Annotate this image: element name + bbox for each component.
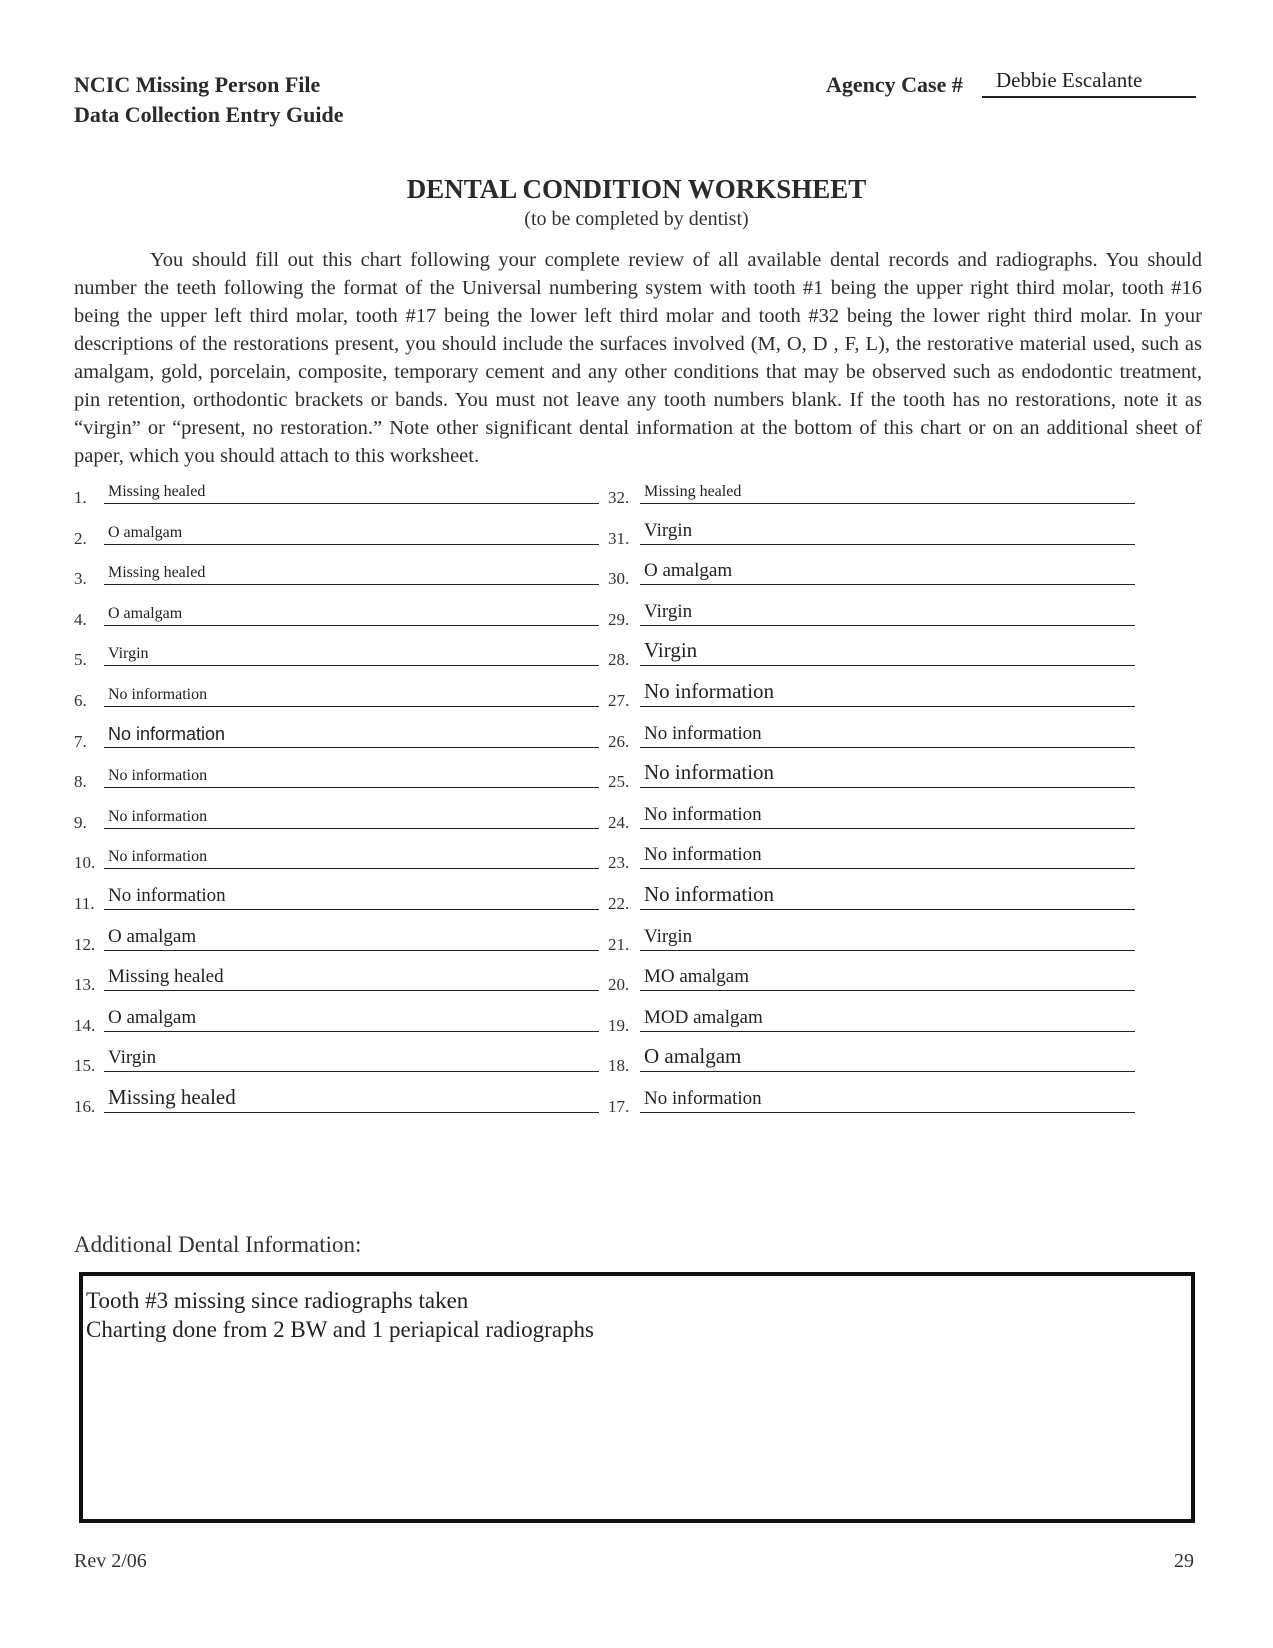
tooth-condition: No information bbox=[108, 686, 208, 703]
tooth-number: 10. bbox=[74, 853, 96, 873]
additional-info-text bbox=[86, 1286, 594, 1344]
tooth-condition: MOD amalgam bbox=[644, 1006, 763, 1028]
tooth-entry-field[interactable] bbox=[104, 706, 599, 707]
tooth-row bbox=[74, 915, 599, 954]
tooth-row bbox=[608, 671, 1135, 710]
tooth-row bbox=[74, 712, 599, 751]
tooth-entry-field[interactable] bbox=[104, 503, 599, 504]
tooth-entry-field[interactable] bbox=[640, 625, 1135, 626]
tooth-number: 24. bbox=[608, 812, 630, 832]
tooth-condition: No information bbox=[108, 807, 208, 825]
tooth-condition: Virgin bbox=[644, 925, 693, 947]
tooth-entry-field[interactable] bbox=[104, 544, 599, 545]
tooth-condition: MO amalgam bbox=[644, 966, 750, 988]
tooth-number: 26. bbox=[608, 731, 630, 751]
tooth-row bbox=[74, 793, 599, 832]
tooth-row bbox=[74, 590, 599, 629]
tooth-number: 17. bbox=[608, 1097, 630, 1116]
instructions-paragraph bbox=[74, 246, 1202, 470]
tooth-condition: Missing healed bbox=[108, 1085, 236, 1109]
additional-info-line2: Charting done from 2 BW and 1 periapical radiographs bbox=[86, 1317, 594, 1342]
tooth-row bbox=[608, 833, 1135, 873]
instructions-text: You should fill out this chart following your complete review of all available dental records and radiographs. You should number the teeth following the format of the Universal numbering system with tooth #1 being the upper right third molar, tooth #16 being the upper left third molar, tooth #17 being the lower left third molar and tooth #32 being the lower right third molar. In your descriptions of the restorations present, you should include the surfaces involved (M, O, D , F, L), the restorative material used, such as amalgam, gold, porcelain, composite, temporary cement and any other conditions that may be observed such as endodontic treatment, pin retention, orthodontic brackets or bands. You must not leave any tooth numbers blank. If the tooth has no restorations, note it as “virgin” or “present, no restoration.” Note other significant dental information at the bottom of this chart or on an additional sheet of paper, which you should attach to this worksheet. bbox=[74, 249, 1202, 467]
additional-info-label: Additional Dental Information: bbox=[74, 1232, 362, 1257]
tooth-condition: No information bbox=[644, 882, 775, 906]
tooth-condition: Missing healed bbox=[108, 564, 206, 582]
tooth-number: 21. bbox=[608, 934, 630, 954]
tooth-condition: No information bbox=[644, 844, 762, 866]
tooth-row bbox=[74, 509, 599, 548]
tooth-condition: Virgin bbox=[108, 645, 149, 663]
tooth-condition: O amalgam bbox=[644, 560, 733, 582]
tooth-number: 31. bbox=[608, 528, 630, 548]
tooth-condition: No information bbox=[108, 767, 208, 785]
tooth-condition: No information bbox=[108, 848, 208, 866]
tooth-row bbox=[608, 752, 1135, 792]
tooth-row bbox=[608, 793, 1135, 832]
tooth-entry-field[interactable] bbox=[104, 584, 599, 585]
tooth-number: 14. bbox=[74, 1015, 96, 1035]
tooth-condition: No information bbox=[108, 723, 226, 744]
tooth-entry-field[interactable] bbox=[640, 1112, 1135, 1113]
tooth-entry-field[interactable] bbox=[104, 868, 599, 869]
tooth-entry-field[interactable] bbox=[104, 787, 599, 788]
tooth-entry-field[interactable] bbox=[104, 1031, 599, 1032]
tooth-number: 25. bbox=[608, 772, 630, 792]
tooth-row bbox=[608, 1077, 1135, 1116]
tooth-entry-field[interactable] bbox=[104, 625, 599, 626]
tooth-entry-field[interactable] bbox=[640, 828, 1135, 829]
tooth-row bbox=[608, 590, 1135, 629]
tooth-row bbox=[74, 1077, 599, 1116]
tooth-number: 19. bbox=[608, 1015, 630, 1035]
tooth-condition: Missing healed bbox=[108, 483, 206, 500]
tooth-condition: Virgin bbox=[108, 1047, 157, 1069]
tooth-condition: No information bbox=[644, 760, 775, 785]
tooth-number: 32. bbox=[608, 488, 630, 507]
tooth-row bbox=[74, 955, 599, 995]
tooth-row bbox=[608, 549, 1135, 589]
form-header-line1: NCIC Missing Person File bbox=[74, 72, 321, 97]
tooth-entry-field[interactable] bbox=[640, 1071, 1135, 1072]
tooth-entry-field[interactable] bbox=[640, 544, 1135, 545]
tooth-number: 7. bbox=[74, 731, 87, 751]
page-title: DENTAL CONDITION WORKSHEET bbox=[406, 174, 867, 204]
tooth-entry-field[interactable] bbox=[640, 503, 1135, 504]
tooth-condition: Virgin bbox=[644, 600, 693, 622]
tooth-row bbox=[74, 874, 599, 913]
tooth-number: 22. bbox=[608, 894, 630, 913]
tooth-row bbox=[608, 1036, 1135, 1076]
tooth-row bbox=[608, 874, 1135, 913]
tooth-condition: No information bbox=[644, 1088, 762, 1109]
page-number: 29 bbox=[1174, 1550, 1194, 1572]
tooth-number: 1. bbox=[74, 488, 87, 507]
tooth-row bbox=[608, 468, 1135, 507]
tooth-number: 23. bbox=[608, 853, 630, 873]
tooth-entry-field[interactable] bbox=[104, 950, 599, 951]
tooth-number: 2. bbox=[74, 528, 87, 548]
tooth-entry-field[interactable] bbox=[640, 950, 1135, 951]
tooth-number: 9. bbox=[74, 812, 87, 832]
tooth-number: 11. bbox=[74, 894, 95, 913]
form-header-line2: Data Collection Entry Guide bbox=[74, 102, 344, 127]
tooth-number: 6. bbox=[74, 691, 87, 710]
tooth-condition: O amalgam bbox=[644, 1044, 742, 1069]
tooth-entry-field[interactable] bbox=[640, 665, 1135, 666]
tooth-condition: No information bbox=[644, 803, 762, 825]
tooth-row bbox=[74, 630, 599, 670]
form-header bbox=[74, 70, 344, 130]
tooth-number: 20. bbox=[608, 975, 630, 995]
additional-info-line1: Tooth #3 missing since radiographs taken bbox=[86, 1288, 469, 1313]
tooth-number: 29. bbox=[608, 609, 630, 629]
tooth-row bbox=[608, 955, 1135, 995]
tooth-number: 27. bbox=[608, 691, 630, 710]
tooth-row bbox=[74, 671, 599, 710]
tooth-condition: Missing healed bbox=[108, 966, 224, 988]
tooth-condition: Virgin bbox=[644, 638, 698, 663]
tooth-entry-field[interactable] bbox=[104, 909, 599, 910]
tooth-row bbox=[608, 712, 1135, 751]
page-subtitle: (to be completed by dentist) bbox=[524, 208, 749, 230]
tooth-number: 3. bbox=[74, 569, 87, 589]
tooth-number: 18. bbox=[608, 1056, 630, 1076]
tooth-row bbox=[74, 1036, 599, 1076]
tooth-number: 12. bbox=[74, 934, 96, 954]
tooth-condition: O amalgam bbox=[108, 925, 197, 947]
tooth-condition: O amalgam bbox=[108, 604, 183, 622]
tooth-number: 28. bbox=[608, 650, 630, 670]
tooth-entry-field[interactable] bbox=[640, 584, 1135, 585]
tooth-condition: No information bbox=[108, 885, 226, 906]
agency-case-value: Debbie Escalante bbox=[996, 68, 1143, 92]
tooth-condition: No information bbox=[644, 722, 762, 744]
tooth-entry-field[interactable] bbox=[640, 706, 1135, 707]
tooth-entry-field[interactable] bbox=[104, 828, 599, 829]
agency-case-label: Agency Case # bbox=[826, 72, 963, 97]
tooth-condition: O amalgam bbox=[108, 1006, 197, 1028]
tooth-entry-field[interactable] bbox=[104, 665, 599, 666]
tooth-condition: No information bbox=[644, 679, 775, 703]
tooth-number: 13. bbox=[74, 975, 96, 995]
tooth-row bbox=[608, 915, 1135, 954]
tooth-number: 4. bbox=[74, 609, 87, 629]
tooth-row bbox=[608, 509, 1135, 548]
tooth-row bbox=[608, 630, 1135, 670]
tooth-entry-field[interactable] bbox=[640, 747, 1135, 748]
tooth-entry-field[interactable] bbox=[640, 990, 1135, 991]
tooth-entry-field[interactable] bbox=[640, 868, 1135, 869]
tooth-entry-field[interactable] bbox=[104, 747, 599, 748]
tooth-row bbox=[74, 468, 599, 507]
tooth-row bbox=[74, 752, 599, 792]
revision-label: Rev 2/06 bbox=[74, 1550, 147, 1572]
tooth-number: 16. bbox=[74, 1097, 96, 1116]
tooth-row bbox=[74, 549, 599, 589]
tooth-number: 30. bbox=[608, 569, 630, 589]
tooth-condition: O amalgam bbox=[108, 523, 183, 541]
tooth-condition: Missing healed bbox=[644, 483, 742, 500]
tooth-entry-field[interactable] bbox=[640, 1031, 1135, 1032]
tooth-number: 5. bbox=[74, 650, 87, 670]
tooth-number: 8. bbox=[74, 772, 87, 792]
tooth-entry-field[interactable] bbox=[640, 909, 1135, 910]
tooth-condition: Virgin bbox=[644, 519, 693, 541]
tooth-row bbox=[74, 996, 599, 1035]
tooth-entry-field[interactable] bbox=[104, 1071, 599, 1072]
tooth-entry-field[interactable] bbox=[104, 1112, 599, 1113]
tooth-row bbox=[608, 996, 1135, 1035]
tooth-entry-field[interactable] bbox=[104, 990, 599, 991]
tooth-number: 15. bbox=[74, 1056, 96, 1076]
tooth-row bbox=[74, 833, 599, 873]
tooth-entry-field[interactable] bbox=[640, 787, 1135, 788]
